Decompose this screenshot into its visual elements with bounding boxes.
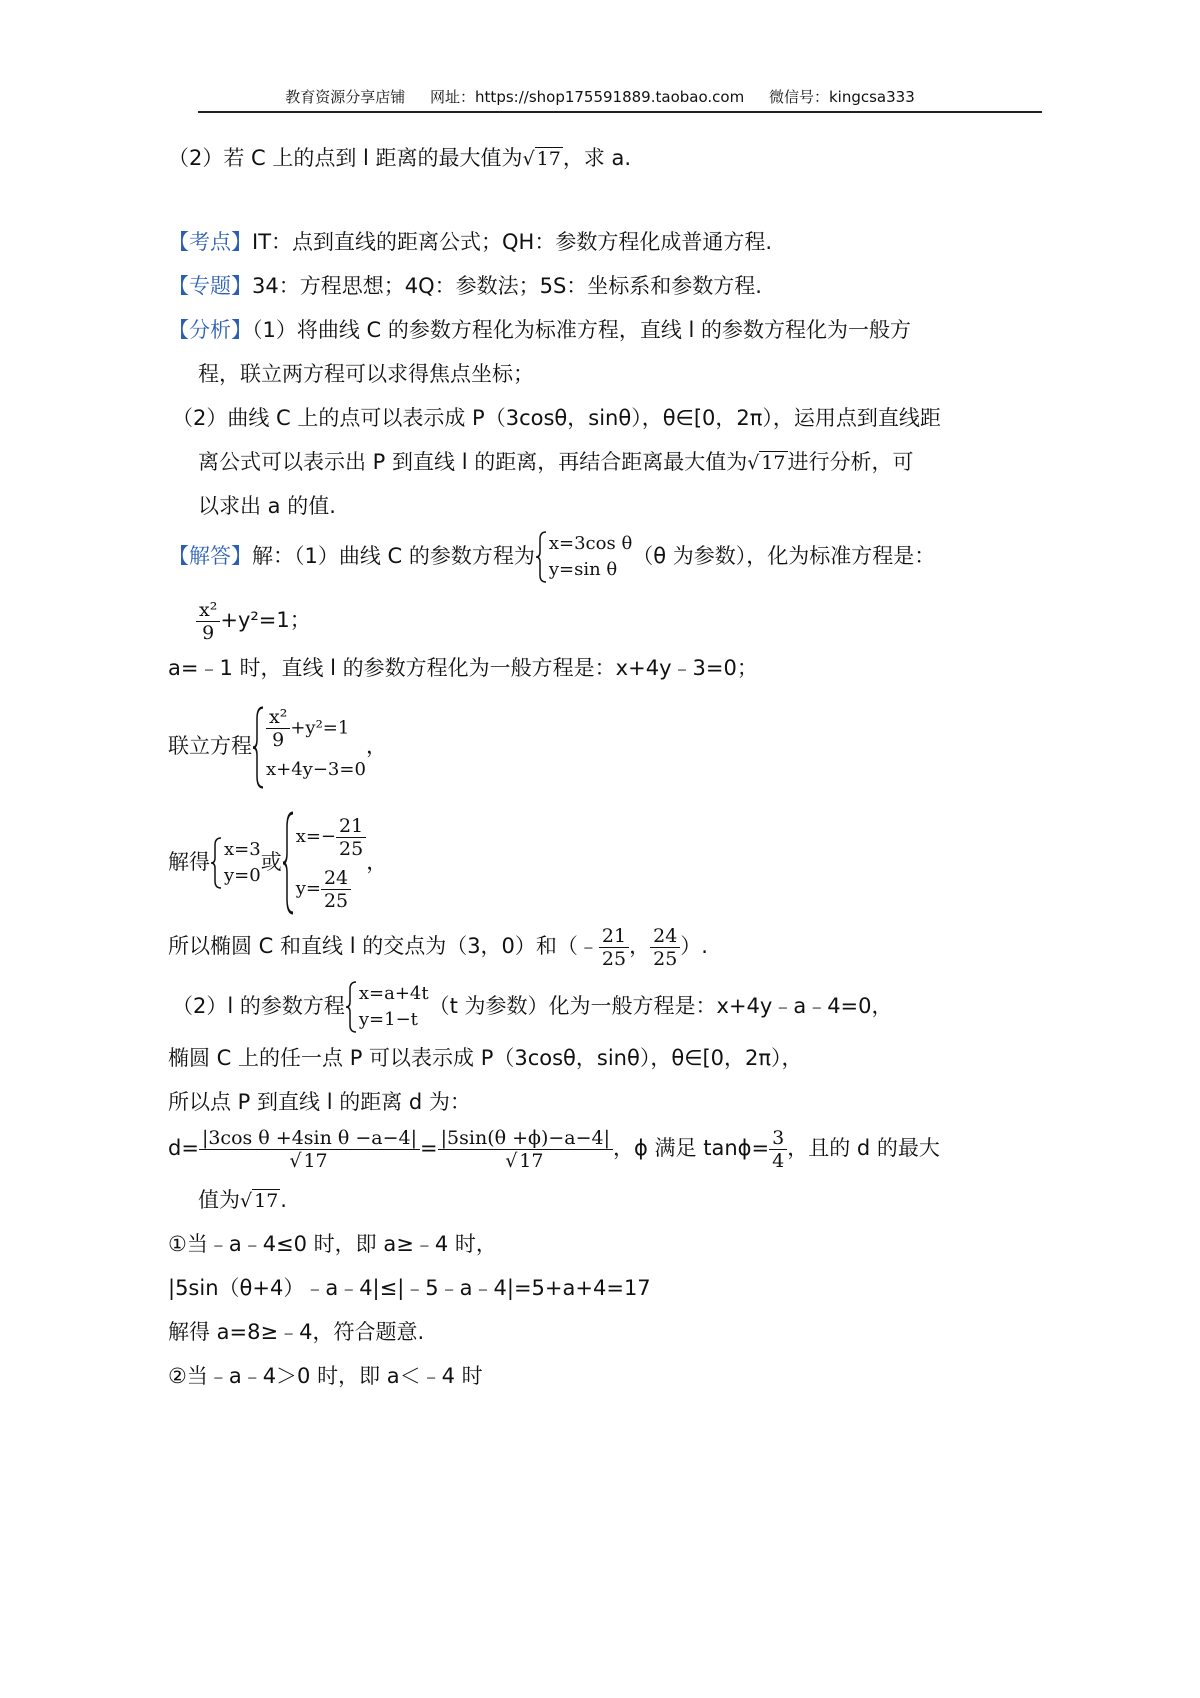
fenxi-line-1: 【分析】（1）将曲线 C 的参数方程化为标准方程，直线 l 的参数方程化为一般方 bbox=[168, 318, 912, 342]
param-system-C: x=3cos θ y=sin θ bbox=[535, 531, 632, 583]
sqrt-17: √ 17 bbox=[747, 452, 786, 474]
case-1-inequality: |5sin（θ+4）﹣a﹣4|≤|﹣5﹣a﹣4|=5+a+4=17 bbox=[168, 1276, 651, 1300]
part2-line-2: 椭圆 C 上的任一点 P 可以表示成 P（3cosθ，sinθ），θ∈[0，2π）， bbox=[168, 1046, 803, 1070]
fenxi-line-4: 离公式可以表示出 P 到直线 l 的距离，再结合距离最大值为√ 17进行分析，可 bbox=[198, 446, 914, 479]
fenxi-line-3: （2）曲线 C 上的点可以表示成 P（3cosθ，sinθ），θ∈[0，2π），运用点到直线距 bbox=[172, 406, 941, 430]
header-rule bbox=[198, 111, 1042, 113]
param-system-l: x=a+4t y=1−t bbox=[345, 981, 429, 1033]
case-1: ①当﹣a﹣4≤0 时，即 a≥﹣4 时， bbox=[168, 1232, 497, 1256]
header-shop: 教育资源分享店铺 bbox=[285, 88, 406, 106]
solutions: 解得 x=3 y=0 或 x=− $\frac{21}{25}$ y= $\frac{24}{25}$ ， bbox=[168, 808, 387, 916]
system-joint: $\frac{\text{x²}}{9}$ +y²=1 x+4y−3=0 bbox=[252, 706, 366, 789]
sqrt-17: √ 17 bbox=[522, 148, 561, 170]
fraction: $\frac{3}{4}$ bbox=[769, 1127, 787, 1172]
line-general-eq: a=﹣1 时，直线 l 的参数方程化为一般方程是：x+4y﹣3=0； bbox=[168, 656, 758, 680]
sqrt-17: √ 17 bbox=[240, 1190, 279, 1212]
fraction: $\frac{\text{|3cos θ +4sin θ −a−4|}}{√ 17}$ bbox=[199, 1127, 420, 1172]
kaodian-tag: 【考点】 bbox=[168, 230, 252, 254]
ellipse-equation: $\frac{\text{x²}}{9}$ +y²=1； bbox=[196, 592, 311, 648]
jieda-tag: 【解答】 bbox=[168, 544, 252, 568]
zhuanti-tag: 【专题】 bbox=[168, 274, 252, 298]
solution-2: x=− $\frac{21}{25}$ y= $\frac{24}{25}$ bbox=[282, 811, 367, 915]
zhuanti-line: 【专题】34：方程思想；4Q：参数法；5S：坐标系和参数方程. bbox=[168, 274, 762, 298]
max-value-line: 值为√ 17. bbox=[198, 1184, 287, 1217]
fenxi-line-2: 程，联立两方程可以求得焦点坐标； bbox=[198, 362, 534, 386]
fraction: $\frac{\text{x²}}{9}$ bbox=[196, 599, 220, 644]
kaodian-line: 【考点】IT：点到直线的距离公式；QH：参数方程化成普通方程. bbox=[168, 230, 773, 254]
fraction: $\frac{24}{25}$ bbox=[650, 925, 680, 970]
joint-equations: 联立方程 $\frac{\text{x²}}{9}$ +y²=1 x+4y−3=0 ， bbox=[168, 704, 387, 788]
page-header bbox=[0, 86, 1200, 107]
case-2: ②当﹣a﹣4＞0 时，即 a＜﹣4 时 bbox=[168, 1364, 483, 1388]
header-url[interactable]: 网址：https://shop175591889.taobao.com bbox=[430, 88, 745, 106]
header-wechat: 微信号：kingcsa333 bbox=[768, 88, 915, 106]
distance-formula: d= $\frac{\text{|3cos θ +4sin θ −a−4|}}{√ 17}$ = $\frac{|5\sin(\theta +\phi)-a-4|}{√ 17}$ ，ϕ 满足 tanϕ= $\frac{3}{4}$ ，且的 d 的最大 bbox=[168, 1126, 940, 1172]
fenxi-line-5: 以求出 a 的值. bbox=[198, 494, 336, 518]
fenxi-tag: 【分析】 bbox=[168, 318, 252, 342]
solution-1: x=3 y=0 bbox=[210, 837, 261, 889]
jieda-line-1: 【解答】解：（1）曲线 C 的参数方程为 x=3cos θ y=sin θ （θ 为参数），化为标准方程是： bbox=[168, 528, 935, 584]
question-2: （2）若 C 上的点到 l 距离的最大值为√ 17，求 a. bbox=[168, 142, 631, 175]
intersection-points: 所以椭圆 C 和直线 l 的交点为（3，0）和（﹣ $\frac{21}{25}$ ， $\frac{24}{25}$ ）. bbox=[168, 924, 708, 970]
case-1-solution: 解得 a=8≥﹣4，符合题意. bbox=[168, 1320, 425, 1344]
fraction: $\frac{21}{25}$ bbox=[599, 925, 629, 970]
part2-line-3: 所以点 P 到直线 l 的距离 d 为： bbox=[168, 1090, 471, 1114]
part2-line-1: （2）l 的参数方程 x=a+4t y=1−t （t 为参数）化为一般方程是：x+4y﹣a﹣4=0， bbox=[172, 978, 893, 1034]
fraction: $\frac{|5\sin(\theta +\phi)-a-4|}{√ 17}$ bbox=[438, 1127, 613, 1172]
